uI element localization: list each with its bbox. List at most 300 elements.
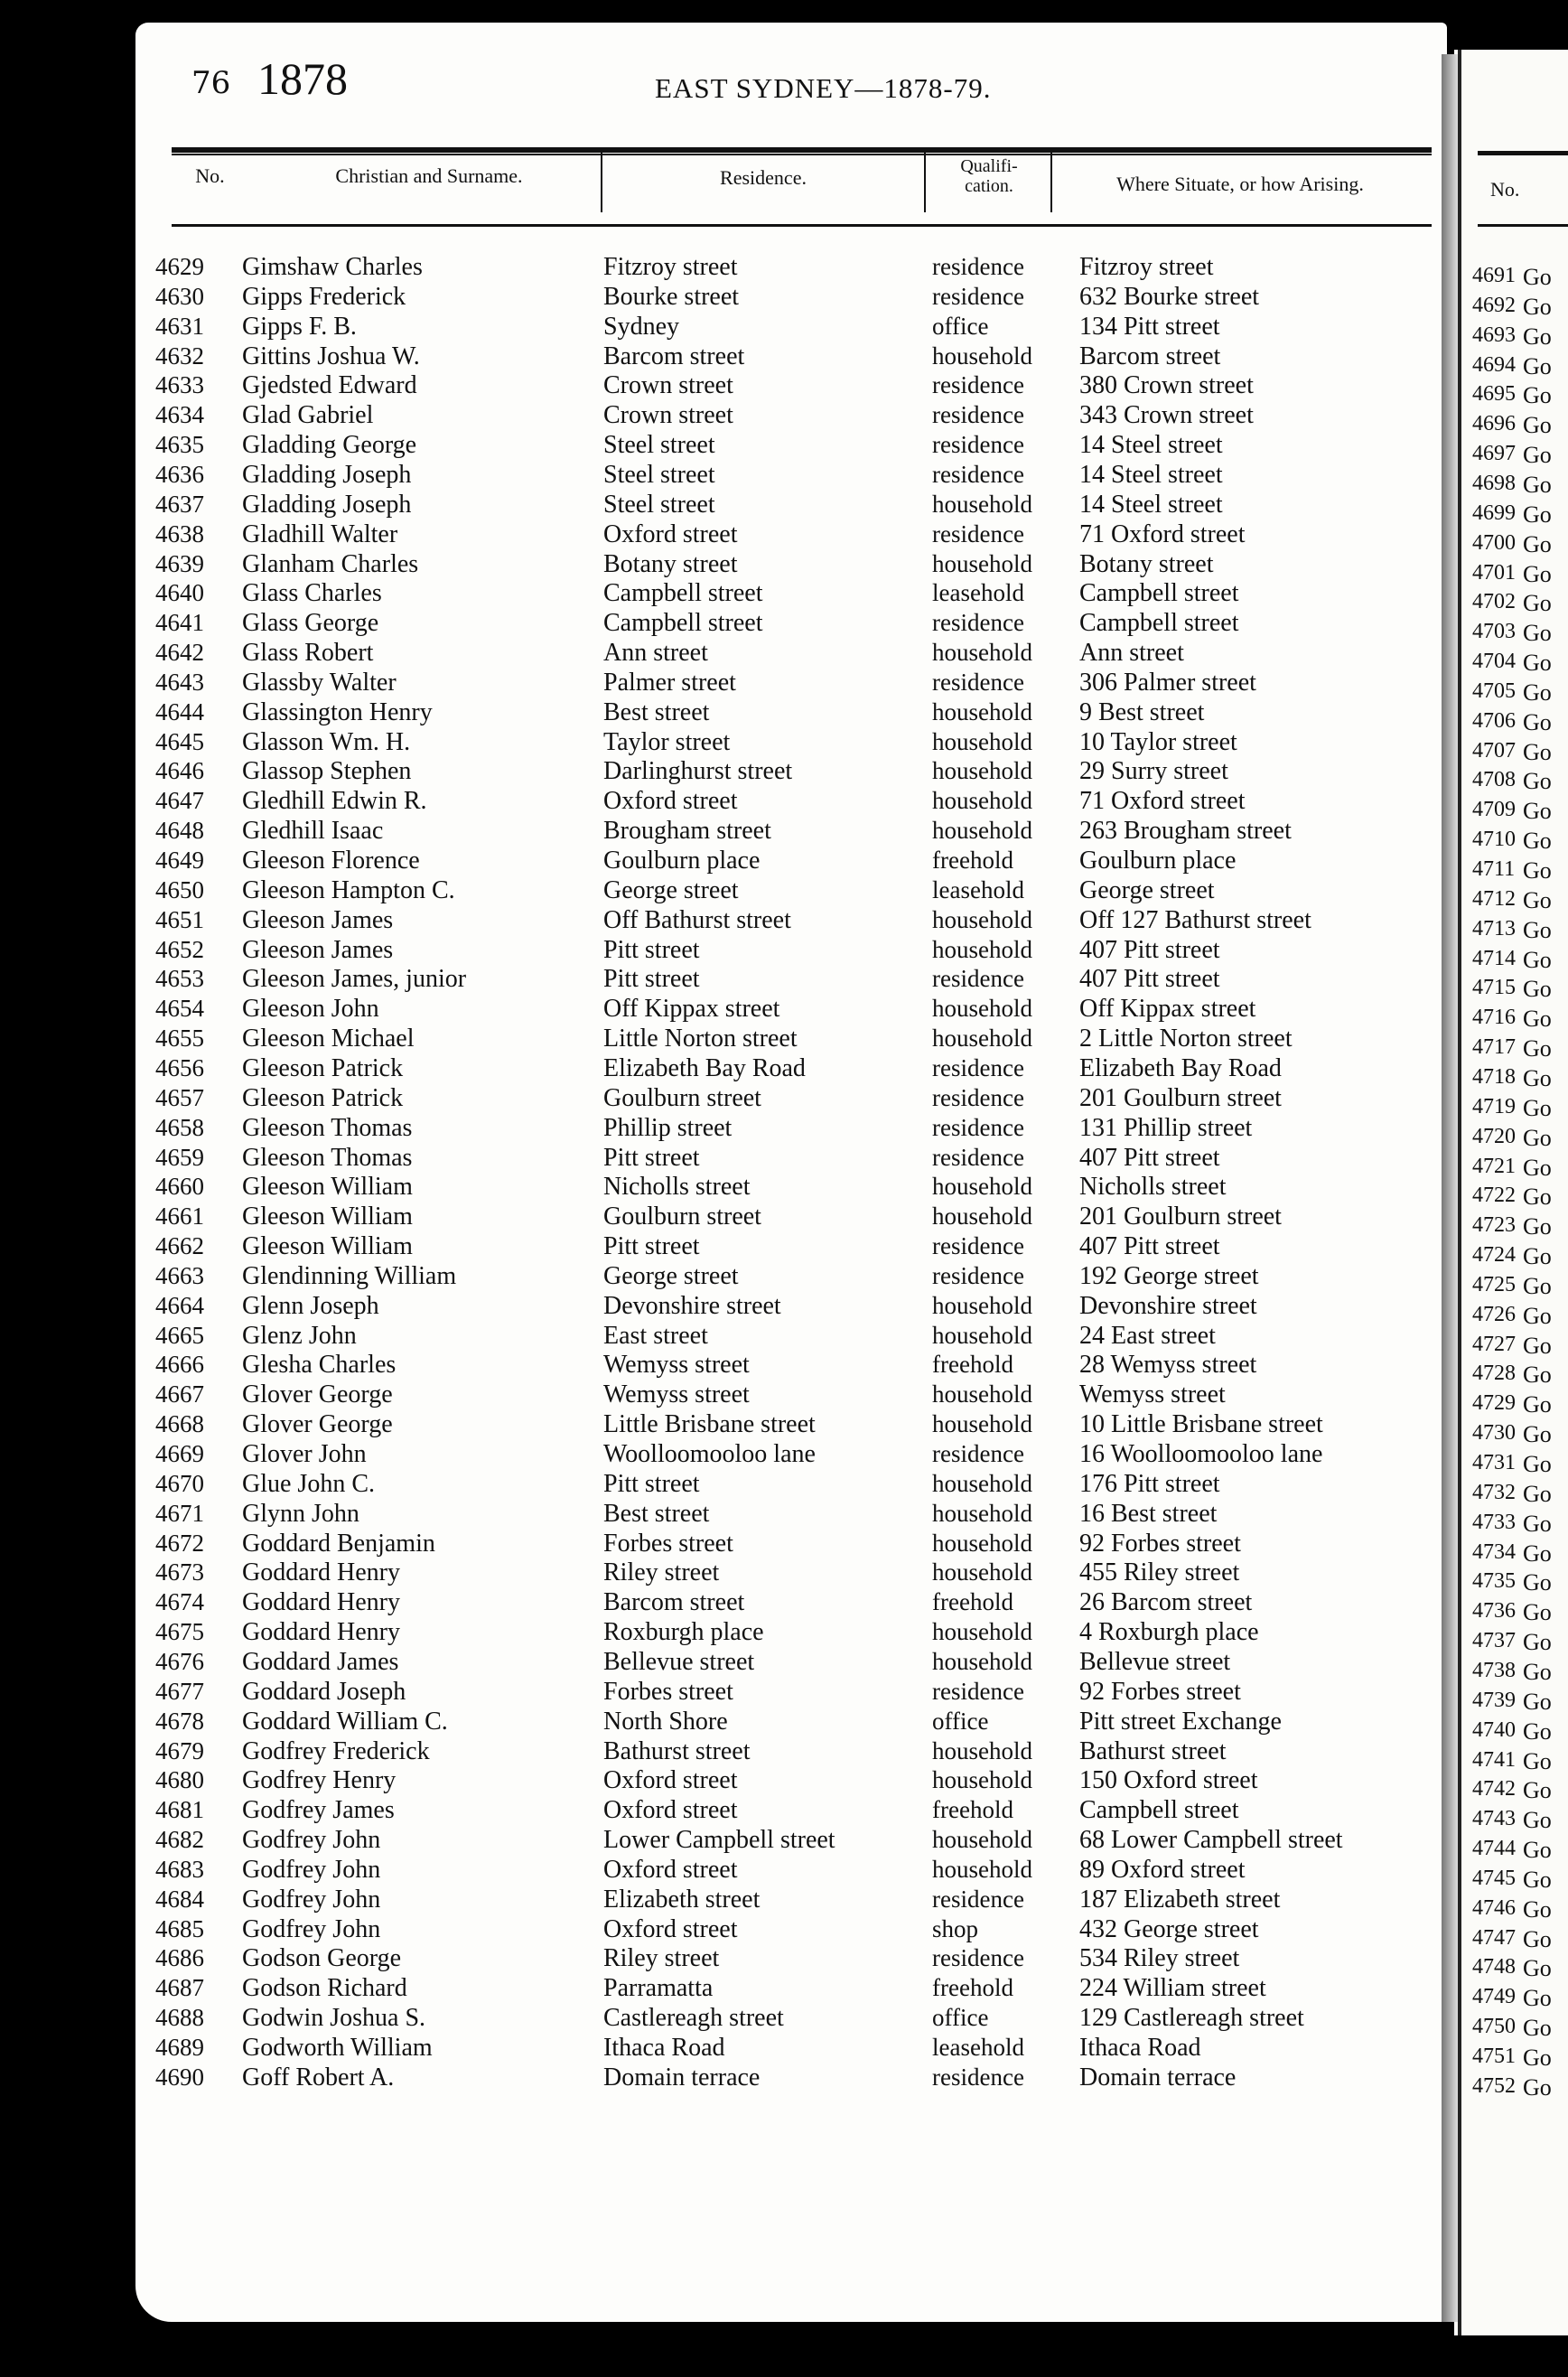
- table-row: [0, 876, 1568, 906]
- table-row: [0, 1796, 1568, 1826]
- entry-qualification: household: [932, 906, 1032, 933]
- next-page-entry-number: 4751: [1472, 2045, 1516, 2068]
- next-page-entry-name: Go: [1523, 1896, 1552, 1923]
- next-page-entry-name: Go: [1523, 976, 1552, 1002]
- entry-number: 4642: [155, 639, 204, 666]
- entry-residence: Best street: [603, 698, 710, 726]
- entry-number: 4653: [155, 965, 204, 992]
- next-page-entry-number: 4695: [1472, 382, 1516, 406]
- column-header-residence: Residence.: [720, 166, 807, 189]
- column-divider: [601, 147, 602, 212]
- entry-where: Elizabeth Bay Road: [1079, 1054, 1282, 1082]
- next-page-entry-number: 4706: [1472, 709, 1516, 733]
- entry-number: 4639: [155, 550, 204, 577]
- next-page-entry-number: 4740: [1472, 1718, 1516, 1742]
- entry-number: 4680: [155, 1766, 204, 1793]
- table-row: [0, 401, 1568, 431]
- next-page-entry-number: 4713: [1472, 917, 1516, 941]
- table-row: [0, 550, 1568, 580]
- entry-where: 10 Taylor street: [1079, 728, 1237, 756]
- entry-where: Ann street: [1079, 639, 1184, 667]
- entry-where: 455 Riley street: [1079, 1558, 1240, 1586]
- entry-residence: East street: [603, 1322, 708, 1350]
- entry-residence: Nicholls street: [603, 1173, 751, 1201]
- next-page-entry-name: Go: [1523, 1451, 1552, 1477]
- entry-name: Glad Gabriel: [242, 401, 374, 429]
- next-page-entry-name: Go: [1523, 561, 1552, 587]
- entry-residence: Palmer street: [603, 669, 736, 697]
- entry-number: 4647: [155, 787, 204, 814]
- entry-number: 4654: [155, 995, 204, 1022]
- entry-number: 4689: [155, 2034, 204, 2061]
- entry-number: 4669: [155, 1440, 204, 1467]
- entry-qualification: residence: [932, 2063, 1024, 2091]
- entry-qualification: residence: [932, 1084, 1024, 1111]
- entry-number: 4665: [155, 1322, 204, 1349]
- entry-qualification: leasehold: [932, 579, 1024, 606]
- entry-name: Godson George: [242, 1944, 402, 1972]
- table-row: [0, 995, 1568, 1025]
- next-page-entry-number: 4746: [1472, 1896, 1516, 1920]
- next-page-entry-name: Go: [1523, 1569, 1552, 1596]
- next-page-entry-number: 4715: [1472, 976, 1516, 999]
- table-row: [0, 1500, 1568, 1530]
- table-row: [0, 1144, 1568, 1174]
- entry-where: 129 Castlereagh street: [1079, 2004, 1304, 2032]
- entry-where: 632 Bourke street: [1079, 283, 1260, 311]
- table-row: [0, 1322, 1568, 1352]
- entry-residence: Ithaca Road: [603, 2034, 725, 2062]
- entry-number: 4659: [155, 1144, 204, 1171]
- entry-number: 4666: [155, 1351, 204, 1378]
- entry-residence: Goulburn street: [603, 1084, 761, 1112]
- entry-name: Gleeson James: [242, 906, 394, 934]
- entry-number: 4677: [155, 1678, 204, 1705]
- entry-where: 534 Riley street: [1079, 1944, 1240, 1972]
- table-row: [0, 1114, 1568, 1144]
- next-page-entry-name: Go: [1523, 1867, 1552, 1893]
- table-row: [0, 1678, 1568, 1708]
- entry-qualification: household: [932, 1322, 1032, 1349]
- page-number: 76: [191, 65, 231, 101]
- next-page-entry-number: 4736: [1472, 1599, 1516, 1623]
- entry-qualification: household: [932, 1410, 1032, 1437]
- next-page-entry-number: 4704: [1472, 650, 1516, 673]
- entry-qualification: office: [932, 2004, 989, 2031]
- next-page-entry-number: 4724: [1472, 1243, 1516, 1267]
- next-page-entry-name: Go: [1523, 1807, 1552, 1833]
- table-row: [0, 698, 1568, 728]
- entry-residence: Oxford street: [603, 1915, 738, 1943]
- entry-name: Gleeson Patrick: [242, 1054, 404, 1082]
- entry-residence: Campbell street: [603, 579, 763, 607]
- entry-name: Gleeson Hampton C.: [242, 876, 455, 904]
- entry-qualification: household: [932, 1173, 1032, 1200]
- entry-number: 4633: [155, 371, 204, 398]
- entry-number: 4651: [155, 906, 204, 933]
- entry-number: 4673: [155, 1558, 204, 1586]
- column-header-qualification: Qualifi-cation.: [960, 156, 1018, 196]
- entry-number: 4650: [155, 876, 204, 903]
- table-row: [0, 609, 1568, 639]
- entry-name: Godfrey James: [242, 1796, 395, 1824]
- next-page-entry-name: Go: [1523, 353, 1552, 379]
- entry-name: Glendinning William: [242, 1262, 457, 1290]
- entry-name: Gleeson Thomas: [242, 1144, 413, 1172]
- next-page-entry-number: 4747: [1472, 1926, 1516, 1950]
- next-page-entry-name: Go: [1523, 2015, 1552, 2041]
- entry-qualification: residence: [932, 401, 1024, 428]
- entry-where: Ithaca Road: [1079, 2034, 1201, 2062]
- next-page-entry-number: 4735: [1472, 1569, 1516, 1593]
- entry-number: 4662: [155, 1232, 204, 1259]
- entry-residence: Pitt street: [603, 936, 700, 964]
- header-rule-top: [172, 147, 1432, 153]
- entry-name: Glass George: [242, 609, 379, 637]
- next-page-entry-number: 4752: [1472, 2074, 1516, 2098]
- table-row: [0, 1618, 1568, 1648]
- next-page-entry-name: Go: [1523, 709, 1552, 735]
- next-page-rule-top: [1478, 151, 1568, 155]
- entry-where: 71 Oxford street: [1079, 520, 1246, 548]
- next-page-entry-number: 4711: [1472, 857, 1516, 881]
- next-page-entry-name: Go: [1523, 650, 1552, 676]
- entry-residence: George street: [603, 1262, 739, 1290]
- entry-residence: Crown street: [603, 401, 733, 429]
- entry-residence: Bellevue street: [603, 1648, 755, 1676]
- entry-name: Godwin Joshua S.: [242, 2004, 426, 2032]
- entry-where: Campbell street: [1079, 609, 1239, 637]
- next-page-entry-name: Go: [1523, 798, 1552, 824]
- next-page-entry-name: Go: [1523, 1837, 1552, 1863]
- entry-where: Pitt street Exchange: [1079, 1708, 1282, 1736]
- entry-number: 4636: [155, 461, 204, 488]
- entry-qualification: residence: [932, 371, 1024, 398]
- next-page-entry-number: 4743: [1472, 1807, 1516, 1830]
- entry-where: Botany street: [1079, 550, 1214, 578]
- table-row: [0, 817, 1568, 847]
- table-row: [0, 1380, 1568, 1410]
- entry-qualification: household: [932, 1025, 1032, 1052]
- entry-name: Godfrey John: [242, 1886, 381, 1914]
- entry-name: Glassington Henry: [242, 698, 433, 726]
- table-row: [0, 1203, 1568, 1232]
- entry-number: 4644: [155, 698, 204, 725]
- entry-where: 192 George street: [1079, 1262, 1259, 1290]
- next-page-entry-number: 4722: [1472, 1184, 1516, 1207]
- next-page-entry-name: Go: [1523, 1391, 1552, 1418]
- next-page-entry-number: 4691: [1472, 264, 1516, 287]
- entry-qualification: residence: [932, 1262, 1024, 1289]
- next-page-entry-name: Go: [1523, 1659, 1552, 1685]
- table-row: [0, 431, 1568, 461]
- next-page-entry-number: 4693: [1472, 323, 1516, 347]
- table-row: [0, 1558, 1568, 1588]
- entry-name: Gleeson William: [242, 1232, 413, 1260]
- entry-residence: Bathurst street: [603, 1737, 751, 1765]
- entry-residence: Pitt street: [603, 1144, 700, 1172]
- entry-residence: Little Norton street: [603, 1025, 798, 1053]
- entry-name: Goff Robert A.: [242, 2063, 395, 2092]
- entry-residence: Taylor street: [603, 728, 731, 756]
- entry-qualification: household: [932, 1380, 1032, 1408]
- next-page-entry-number: 4727: [1472, 1333, 1516, 1356]
- entry-number: 4675: [155, 1618, 204, 1645]
- entry-where: 89 Oxford street: [1079, 1856, 1246, 1884]
- entry-number: 4649: [155, 847, 204, 874]
- entry-qualification: household: [932, 1766, 1032, 1793]
- next-page-entry-number: 4718: [1472, 1065, 1516, 1089]
- entry-qualification: household: [932, 728, 1032, 755]
- next-page-entry-number: 4730: [1472, 1421, 1516, 1445]
- table-row: [0, 1084, 1568, 1114]
- next-page-entry-name: Go: [1523, 1125, 1552, 1151]
- entry-name: Gleeson John: [242, 995, 379, 1023]
- next-page-entry-name: Go: [1523, 1629, 1552, 1655]
- entry-where: 92 Forbes street: [1079, 1678, 1241, 1706]
- entry-name: Goddard James: [242, 1648, 399, 1676]
- entry-residence: Oxford street: [603, 1796, 738, 1824]
- entry-qualification: residence: [932, 1144, 1024, 1171]
- entry-residence: Brougham street: [603, 817, 771, 845]
- entry-name: Gittins Joshua W.: [242, 342, 420, 370]
- next-page-entry-name: Go: [1523, 1006, 1552, 1032]
- entry-where: Domain terrace: [1079, 2063, 1237, 2092]
- table-row: [0, 728, 1568, 758]
- entry-qualification: leasehold: [932, 2034, 1024, 2061]
- entry-name: Godfrey Henry: [242, 1766, 397, 1794]
- entry-name: Godfrey John: [242, 1915, 381, 1943]
- table-row: [0, 1944, 1568, 1974]
- entry-number: 4634: [155, 401, 204, 428]
- entry-number: 4685: [155, 1915, 204, 1942]
- entry-name: Goddard Henry: [242, 1588, 400, 1616]
- table-row: [0, 906, 1568, 936]
- entry-number: 4682: [155, 1826, 204, 1853]
- entry-where: 407 Pitt street: [1079, 965, 1220, 993]
- entry-residence: Oxford street: [603, 1856, 738, 1884]
- entry-residence: Little Brisbane street: [603, 1410, 816, 1438]
- entry-qualification: household: [932, 639, 1032, 666]
- page-title: EAST SYDNEY—1878-79.: [655, 72, 992, 104]
- table-row: [0, 669, 1568, 698]
- table-row: [0, 1915, 1568, 1945]
- entry-where: 2 Little Norton street: [1079, 1025, 1293, 1053]
- entry-where: Bellevue street: [1079, 1648, 1231, 1676]
- table-row: [0, 520, 1568, 550]
- next-page-entry-name: Go: [1523, 1599, 1552, 1625]
- entry-name: Gleeson Patrick: [242, 1084, 404, 1112]
- entry-qualification: residence: [932, 669, 1024, 696]
- next-page-entry-name: Go: [1523, 531, 1552, 557]
- table-row: [0, 1025, 1568, 1054]
- entry-name: Godfrey John: [242, 1826, 381, 1854]
- entry-number: 4643: [155, 669, 204, 696]
- column-header-name: Christian and Surname.: [335, 164, 523, 187]
- table-row: [0, 579, 1568, 609]
- entry-residence: Pitt street: [603, 965, 700, 993]
- entry-residence: Elizabeth street: [603, 1886, 761, 1914]
- entry-where: 92 Forbes street: [1079, 1530, 1241, 1558]
- entry-number: 4670: [155, 1470, 204, 1497]
- entry-name: Goddard Henry: [242, 1558, 400, 1586]
- table-row: [0, 1470, 1568, 1500]
- entry-where: 176 Pitt street: [1079, 1470, 1220, 1498]
- entry-residence: Forbes street: [603, 1678, 733, 1706]
- entry-name: Gladding Joseph: [242, 491, 412, 519]
- entry-number: 4641: [155, 609, 204, 636]
- entry-name: Glasson Wm. H.: [242, 728, 411, 756]
- entry-qualification: freehold: [932, 1588, 1013, 1615]
- entry-qualification: residence: [932, 1054, 1024, 1081]
- entry-where: Fitzroy street: [1079, 253, 1214, 281]
- next-page-entry-number: 4734: [1472, 1540, 1516, 1564]
- next-page-entry-name: Go: [1523, 1243, 1552, 1269]
- next-page-entry-name: Go: [1523, 1362, 1552, 1388]
- table-row: [0, 1826, 1568, 1856]
- next-page-entry-name: Go: [1523, 1213, 1552, 1240]
- entry-qualification: freehold: [932, 1974, 1013, 2001]
- entry-number: 4652: [155, 936, 204, 963]
- entry-where: 306 Palmer street: [1079, 669, 1256, 697]
- entry-residence: Oxford street: [603, 787, 738, 815]
- next-page-entry-name: Go: [1523, 1955, 1552, 1981]
- next-page-entry-number: 4714: [1472, 947, 1516, 970]
- next-page-entry-name: Go: [1523, 1748, 1552, 1774]
- entry-number: 4632: [155, 342, 204, 370]
- entry-number: 4684: [155, 1886, 204, 1913]
- table-row: [0, 757, 1568, 787]
- table-row: [0, 1410, 1568, 1440]
- entry-residence: Parramatta: [603, 1974, 714, 2002]
- entry-qualification: residence: [932, 1678, 1024, 1705]
- entry-number: 4657: [155, 1084, 204, 1111]
- next-page-entry-number: 4748: [1472, 1955, 1516, 1979]
- entry-residence: Botany street: [603, 550, 738, 578]
- next-page-entry-name: Go: [1523, 828, 1552, 854]
- entry-name: Glesha Charles: [242, 1351, 397, 1379]
- entry-number: 4683: [155, 1856, 204, 1883]
- entry-residence: Oxford street: [603, 520, 738, 548]
- entry-residence: Devonshire street: [603, 1292, 781, 1320]
- entry-residence: Steel street: [603, 431, 715, 459]
- entry-where: Nicholls street: [1079, 1173, 1227, 1201]
- entry-qualification: household: [932, 1618, 1032, 1645]
- entry-qualification: household: [932, 342, 1032, 370]
- next-page-entry-number: 4745: [1472, 1867, 1516, 1890]
- entry-qualification: household: [932, 1648, 1032, 1675]
- entry-residence: Forbes street: [603, 1530, 733, 1558]
- entry-name: Gleeson William: [242, 1173, 413, 1201]
- table-row: [0, 1974, 1568, 2004]
- next-page-entry-number: 4741: [1472, 1748, 1516, 1772]
- table-row: [0, 2034, 1568, 2063]
- entry-residence: Off Bathurst street: [603, 906, 791, 934]
- entry-number: 4646: [155, 757, 204, 784]
- entry-number: 4664: [155, 1292, 204, 1319]
- entry-qualification: household: [932, 1500, 1032, 1527]
- next-page-entry-name: Go: [1523, 1155, 1552, 1181]
- entry-qualification: household: [932, 787, 1032, 814]
- next-page-entry-number: 4744: [1472, 1837, 1516, 1860]
- entry-number: 4671: [155, 1500, 204, 1527]
- entry-number: 4663: [155, 1262, 204, 1289]
- entry-number: 4656: [155, 1054, 204, 1081]
- entry-where: 16 Woolloomooloo lane: [1079, 1440, 1323, 1468]
- next-page-entry-number: 4719: [1472, 1095, 1516, 1118]
- column-divider: [1050, 147, 1052, 212]
- entry-number: 4645: [155, 728, 204, 755]
- entry-number: 4655: [155, 1025, 204, 1052]
- entry-qualification: residence: [932, 965, 1024, 992]
- entry-qualification: household: [932, 995, 1032, 1022]
- entry-where: 9 Best street: [1079, 698, 1205, 726]
- entry-qualification: freehold: [932, 1796, 1013, 1823]
- entry-where: 68 Lower Campbell street: [1079, 1826, 1343, 1854]
- entry-name: Glanham Charles: [242, 550, 419, 578]
- entry-qualification: office: [932, 1708, 989, 1735]
- entry-residence: Fitzroy street: [603, 253, 738, 281]
- next-page-entry-name: Go: [1523, 1065, 1552, 1091]
- entry-name: Godson Richard: [242, 1974, 407, 2002]
- entry-where: 407 Pitt street: [1079, 1232, 1220, 1260]
- entry-qualification: household: [932, 1856, 1032, 1883]
- entry-where: Bathurst street: [1079, 1737, 1227, 1765]
- entry-number: 4661: [155, 1203, 204, 1230]
- entry-residence: George street: [603, 876, 739, 904]
- table-row: [0, 1588, 1568, 1618]
- entry-number: 4640: [155, 579, 204, 606]
- entry-name: Glynn John: [242, 1500, 359, 1528]
- entry-residence: Darlinghurst street: [603, 757, 793, 785]
- header-rule-inner: [172, 154, 1432, 155]
- entry-where: 224 William street: [1079, 1974, 1266, 2002]
- entry-qualification: residence: [932, 520, 1024, 547]
- next-page-entry-name: Go: [1523, 1481, 1552, 1507]
- next-page-entry-name: Go: [1523, 1540, 1552, 1567]
- entry-number: 4638: [155, 520, 204, 547]
- entry-where: 16 Best street: [1079, 1500, 1218, 1528]
- entry-number: 4679: [155, 1737, 204, 1764]
- entry-where: 134 Pitt street: [1079, 313, 1220, 341]
- entry-qualification: household: [932, 817, 1032, 844]
- next-page-entry-name: Go: [1523, 2074, 1552, 2101]
- table-row: [0, 1530, 1568, 1559]
- entry-qualification: household: [932, 550, 1032, 577]
- entry-name: Gladhill Walter: [242, 520, 398, 548]
- entry-number: 4658: [155, 1114, 204, 1141]
- next-page-entry-name: Go: [1523, 739, 1552, 765]
- entry-residence: Steel street: [603, 461, 715, 489]
- entry-qualification: residence: [932, 1944, 1024, 1971]
- next-page-entry-name: Go: [1523, 1718, 1552, 1745]
- entry-name: Gledhill Edwin R.: [242, 787, 427, 815]
- next-page-entry-name: Go: [1523, 679, 1552, 706]
- entry-where: Goulburn place: [1079, 847, 1237, 875]
- entry-name: Goddard Henry: [242, 1618, 400, 1646]
- next-page-entry-number: 4728: [1472, 1362, 1516, 1385]
- next-page-entry-number: 4725: [1472, 1273, 1516, 1296]
- entry-number: 4648: [155, 817, 204, 844]
- table-row: [0, 1262, 1568, 1292]
- entry-name: Gleeson Florence: [242, 847, 420, 875]
- entry-name: Gladding Joseph: [242, 461, 412, 489]
- entry-where: Off Kippax street: [1079, 995, 1256, 1023]
- entry-qualification: residence: [932, 283, 1024, 310]
- entry-residence: North Shore: [603, 1708, 728, 1736]
- year-mark: 1878: [257, 53, 348, 104]
- entry-name: Gjedsted Edward: [242, 371, 417, 399]
